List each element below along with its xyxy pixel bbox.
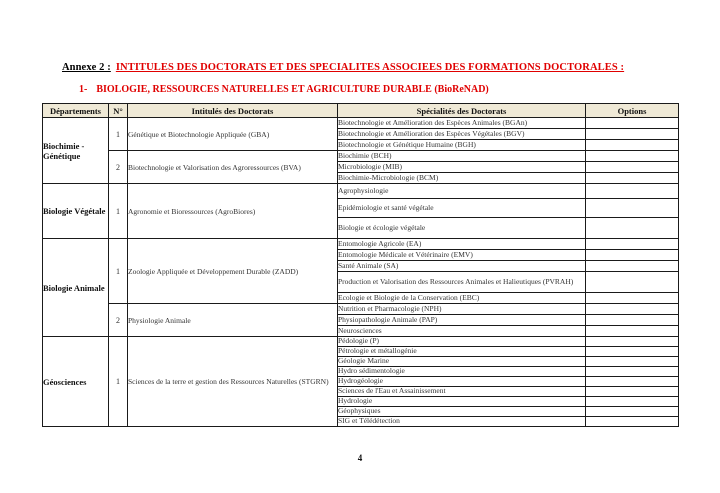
specialite-cell: Pétrologie et métallogénie	[338, 347, 586, 357]
options-cell	[586, 304, 679, 315]
options-cell	[586, 367, 679, 377]
doctorat-number-cell: 2	[109, 151, 128, 184]
specialite-cell: Biotechnologie et Génétique Humaine (BGH)	[338, 140, 586, 151]
table-row	[43, 337, 679, 347]
doctorat-number-cell: 1	[109, 337, 128, 427]
department-cell: Biologie Végétale	[43, 184, 109, 239]
options-cell	[586, 272, 679, 293]
specialite-cell: Hydrogéologie	[338, 377, 586, 387]
annex-title-main: INTITULES DES DOCTORATS ET DES SPECIALITES ASSOCIEES DES FORMATIONS DOCTORALES :	[115, 62, 625, 73]
options-cell	[586, 261, 679, 272]
specialite-cell: Nutrition et Pharmacologie (NPH)	[338, 304, 586, 315]
options-cell	[586, 397, 679, 407]
doctorat-title-cell: Physiologie Animale	[128, 304, 338, 337]
header-departements: Départements	[43, 104, 109, 118]
options-cell	[586, 293, 679, 304]
options-cell	[586, 417, 679, 427]
options-cell	[586, 199, 679, 218]
options-cell	[586, 326, 679, 337]
doctorat-title-cell: Génétique et Biotechnologie Appliquée (GBA)	[128, 118, 338, 151]
header-specialites: Spécialités des Doctorats	[338, 104, 586, 118]
specialite-cell: Biotechnologie et Amélioration des Espèces Animales (BGAn)	[338, 118, 586, 129]
options-cell	[586, 387, 679, 397]
specialite-cell: Hydrologie	[338, 397, 586, 407]
options-cell	[586, 173, 679, 184]
annex-title	[62, 62, 624, 73]
specialite-cell: Neurosciences	[338, 326, 586, 337]
header-numero: N°	[109, 104, 128, 118]
doctorat-title-cell: Sciences de la terre et gestion des Ressources Naturelles (STGRN)	[128, 337, 338, 427]
options-cell	[586, 162, 679, 173]
specialite-cell: Santé Animale (SA)	[338, 261, 586, 272]
options-cell	[586, 347, 679, 357]
options-cell	[586, 357, 679, 367]
header-intitules: Intitulés des Doctorats	[128, 104, 338, 118]
section-subtitle-text: BIOLOGIE, RESSOURCES NATURELLES ET AGRICULTURE DURABLE (BioReNAD)	[96, 84, 489, 95]
options-cell	[586, 239, 679, 250]
table-row	[43, 151, 679, 162]
specialite-cell: Epidémiologie et santé végétale	[338, 199, 586, 218]
specialite-cell: Hydro sédimentologie	[338, 367, 586, 377]
doctorat-number-cell: 1	[109, 118, 128, 151]
options-cell	[586, 315, 679, 326]
options-cell	[586, 184, 679, 199]
table-row	[43, 184, 679, 199]
doctorats-table-body	[43, 118, 679, 427]
table-row	[43, 239, 679, 250]
department-cell: Géosciences	[43, 337, 109, 427]
specialite-cell: Géophysiques	[338, 407, 586, 417]
doctorat-title-cell: Agronomie et Bioressources (AgroBiores)	[128, 184, 338, 239]
department-cell: Biologie Animale	[43, 239, 109, 337]
specialite-cell: Biotechnologie et Amélioration des Espèces Végétales (BGV)	[338, 129, 586, 140]
specialite-cell: Géologie Marine	[338, 357, 586, 367]
specialite-cell: Pédologie (P)	[338, 337, 586, 347]
table-header-row	[43, 104, 679, 118]
section-subtitle-number: 1-	[79, 84, 88, 95]
specialite-cell: Sciences de l'Eau et Assainissement	[338, 387, 586, 397]
options-cell	[586, 377, 679, 387]
header-options: Options	[586, 104, 679, 118]
page-number: 4	[357, 453, 363, 463]
specialite-cell: Microbiologie (MIB)	[338, 162, 586, 173]
options-cell	[586, 151, 679, 162]
options-cell	[586, 218, 679, 239]
specialite-cell: Biologie et écologie végétale	[338, 218, 586, 239]
specialite-cell: Physiopathologie Animale (PAP)	[338, 315, 586, 326]
options-cell	[586, 118, 679, 129]
specialite-cell: Biochimie (BCH)	[338, 151, 586, 162]
specialite-cell: Entomologie Agricole (EA)	[338, 239, 586, 250]
specialite-cell: Ecologie et Biologie de la Conservation (EBC)	[338, 293, 586, 304]
options-cell	[586, 129, 679, 140]
options-cell	[586, 337, 679, 347]
table-row	[43, 304, 679, 315]
specialite-cell: Biochimie-Microbiologie (BCM)	[338, 173, 586, 184]
options-cell	[586, 140, 679, 151]
specialite-cell: Agrophysiologie	[338, 184, 586, 199]
department-cell: Biochimie - Génétique	[43, 118, 109, 184]
doctorat-number-cell: 1	[109, 239, 128, 304]
specialite-cell: SIG et Télédétection	[338, 417, 586, 427]
specialite-cell: Production et Valorisation des Ressources Animales et Halieutiques (PVRAH)	[338, 272, 586, 293]
section-subtitle	[79, 84, 489, 95]
doctorat-number-cell: 2	[109, 304, 128, 337]
options-cell	[586, 250, 679, 261]
annex-title-prefix: Annexe 2 :	[62, 62, 111, 73]
table-row	[43, 118, 679, 129]
doctorat-title-cell: Biotechnologie et Valorisation des Agroressources (BVA)	[128, 151, 338, 184]
doctorat-number-cell: 1	[109, 184, 128, 239]
options-cell	[586, 407, 679, 417]
doctorats-table	[42, 103, 679, 427]
specialite-cell: Entomologie Médicale et Vétérinaire (EMV)	[338, 250, 586, 261]
doctorat-title-cell: Zoologie Appliquée et Développement Durable (ZADD)	[128, 239, 338, 304]
